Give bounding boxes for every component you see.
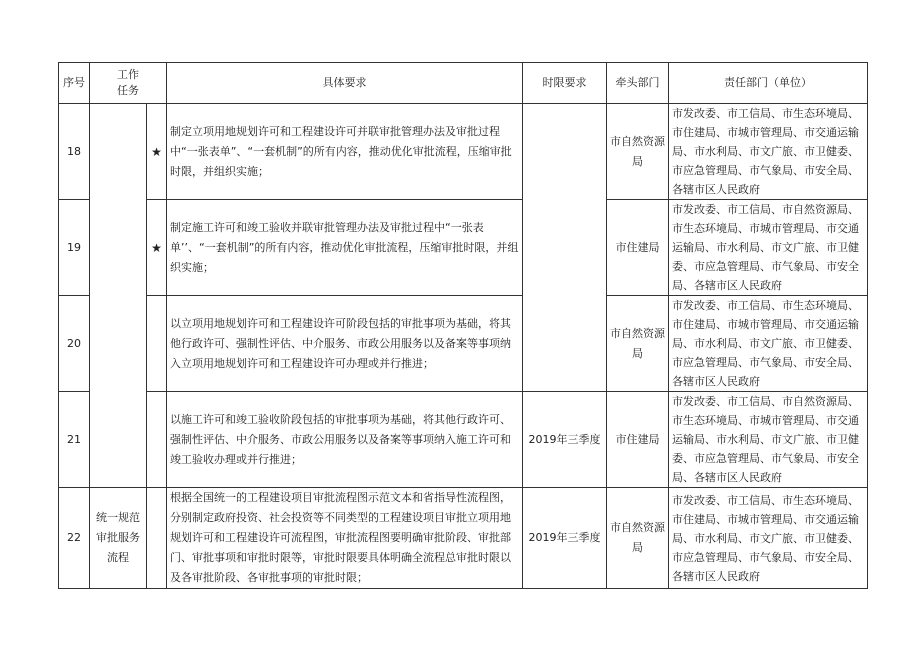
row-seq: 22 [59,488,90,589]
table-row [59,296,868,392]
row-deadline: 2019年三季度 [523,488,607,589]
row-seq: 21 [59,392,90,488]
row-seq: 19 [59,200,90,296]
task-group-label: 统一规范 审批服务 流程 [90,488,147,589]
row-seq: 18 [59,104,90,200]
star-marker [147,296,167,392]
table-row [59,488,868,589]
header-responsible-dept: 责任部门（单位） [669,63,868,104]
row-seq: 20 [59,296,90,392]
header-row [59,63,868,104]
table-row [59,200,868,296]
header-requirement: 具体要求 [167,63,523,104]
row-lead-dept: 市住建局 [607,200,669,296]
row-responsible-dept: 市发改委、市工信局、市生态环境局、市住建局、市城市管理局、市交通运输局、市水利局、市文广旅、市卫健委、市应急管理局、市气象局、市安全局、各辖市区人民政府 [669,104,868,200]
row-deadline: 2019年三季度 [523,392,607,488]
header-deadline: 时限要求 [523,63,607,104]
row-lead-dept: 市自然资源局 [607,104,669,200]
row-lead-dept: 市住建局 [607,392,669,488]
row-responsible-dept: 市发改委、市工信局、市生态环境局、市住建局、市城市管理局、市交通运输局、市水利局、市文广旅、市卫健委、市应急管理局、市气象局、市安全局、各辖市区人民政府 [669,488,868,589]
row-lead-dept: 市自然资源局 [607,488,669,589]
row-requirement: 制定立项用地规划许可和工程建设许可并联审批管理办法及审批过程中“一张表单”、“一套机制”的所有内容，推动优化审批流程，压缩审批时限，并组织实施； [167,104,523,200]
header-task: 工作 任务 [90,63,167,104]
row-requirement: 以施工许可和竣工验收阶段包括的审批事项为基础，将其他行政许可、强制性评估、中介服务、市政公用服务以及备案等事项纳入施工许可和竣工验收办理或并行推进； [167,392,523,488]
header-lead-dept: 牵头部门 [607,63,669,104]
row-deadline [523,104,607,392]
row-requirement: 制定施工许可和竣工验收并联审批管理办法及审批过程中“一张表单’’、“一套机制”的所有内容，推动优化审批流程，压缩审批时限，并组织实施； [167,200,523,296]
table-row [59,392,868,488]
row-responsible-dept: 市发改委、市工信局、市自然资源局、市生态环境局、市城市管理局、市交通运输局、市水利局、市文广旅、市卫健委、市应急管理局、市气象局、市安全局、各辖市区人民政府 [669,200,868,296]
row-responsible-dept: 市发改委、市工信局、市自然资源局、市生态环境局、市城市管理局、市交通运输局、市水利局、市文广旅、市卫健委、市应急管理局、市气象局、市安全局、各辖市区人民政府 [669,392,868,488]
star-marker: ★ [147,104,167,200]
star-marker [147,392,167,488]
row-lead-dept: 市自然资源局 [607,296,669,392]
star-marker: ★ [147,200,167,296]
task-cell-merged [90,104,147,488]
table-row [59,104,868,200]
header-seq: 序号 [59,63,90,104]
row-requirement: 以立项用地规划许可和工程建设许可阶段包括的审批事项为基础，将其他行政许可、强制性评估、中介服务、市政公用服务以及备案等事项纳入立项用地规划许可和工程建设许可办理或并行推进； [167,296,523,392]
star-marker [147,488,167,589]
row-responsible-dept: 市发改委、市工信局、市生态环境局、市住建局、市城市管理局、市交通运输局、市水利局、市文广旅、市卫健委、市应急管理局、市气象局、市安全局、各辖市区人民政府 [669,296,868,392]
row-requirement: 根据全国统一的工程建设项目审批流程图示范文本和省指导性流程图，分别制定政府投资、社会投资等不同类型的工程建设项目审批立项用地规划许可和工程建设许可流程图，审批流程图要明确审批阶段、审批部门、审批事项和审批时限等，审批时限要具体明确全流程总审批时限以及各审批阶段、各审批事项的审批时限； [167,488,523,589]
task-table [58,62,868,589]
